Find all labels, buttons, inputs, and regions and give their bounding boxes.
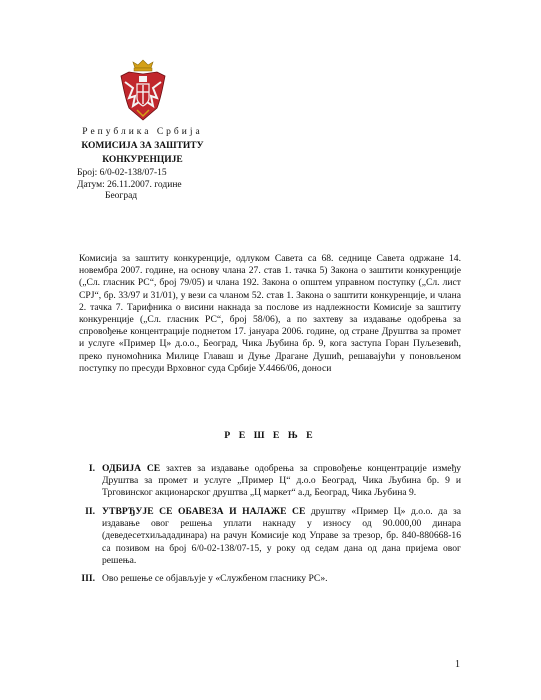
decision-item [79,506,461,567]
decision-title: Р Е Ш Е Њ Е [224,430,316,441]
document-date: Датум: 26.11.2007. године [77,180,182,190]
republic-name: Република Србија [82,127,203,137]
item-body: Ово решење се објављује у «Службеном гласнику РС». [102,573,328,584]
commission-name-line2: КОНКУРЕНЦИЈЕ [102,155,183,165]
coat-of-arms-icon [119,58,167,124]
intro-paragraph: Комисија за заштиту конкуренције, одлуком Савета са 68. седнице Савета одржане 14. новембра 2007. године, на основу члана 27. став 1. тачка 5) Закона о заштити конкуренције („Сл. гласник РС“, број 79/05) и члана 192. Закона о општем управном поступку („Сл. лист СРЈ“, бр. 33/97 и 31/01), у вези са чланом 52. став 1. Закона о заштити конкуренције, и члана 2. тачка 7. Тарифника о висини накнада за послове из надлежности Комисије за заштиту конкуренције („Сл. гласник РС“, број 58/06), а по захтеву за издавање одобрења за спровођење концентрације поднетом 17. јануара 2006. године, од стране Друштва за промет и услуге «Пример Ц» д.о.о., Београд, Чика Љубина бр. 9, кога заступа Горан Пуљезевић, преко пуномоћника Милице Главаш и Дуње Драгане Душић, решавајући у поновљеном поступку по пресуди Врховног суда Србије У.4466/06, доноси [79,253,461,374]
item-text [102,463,461,500]
city: Београд [105,191,138,201]
item-lead: УТВРЂУЈЕ СЕ ОБАВЕЗА И НАЛАЖЕ СЕ [102,506,306,517]
item-number: I. [88,463,95,474]
decision-item [79,573,461,585]
item-body: захтев за издавање одобрења за спровођење концентрације између Друштва за промет и услуге „Пример Ц“ д.о.о Београд, Чика Љубина бр. 9 и Трговинског акционарског друштва „Ц маркет“ а.д, Београд, Чика Љубина 9. [102,463,461,499]
item-body: друштву «Пример Ц» д.о.о. да за издавање овог решења уплати накнаду у износу од 90.000,00 динара (деведесетхиљададинара) на рачун Комисије код Управе за трезор, бр. 840-880668-16 са позивом на број 6/0-02-138/07-15, у року од седам дана од дана пријема овог решења. [102,506,461,566]
item-number: III. [81,573,95,584]
decision-item [79,463,461,500]
item-text [102,506,461,567]
commission-name-line1: КОМИСИЈА ЗА ЗАШТИТУ [81,141,204,151]
item-text [102,573,461,585]
case-number: Број: 6/0-02-138/07-15 [77,168,167,178]
item-lead: ОДБИЈА СЕ [102,463,161,474]
item-number: II. [85,506,95,517]
page-number: 1 [455,659,460,670]
